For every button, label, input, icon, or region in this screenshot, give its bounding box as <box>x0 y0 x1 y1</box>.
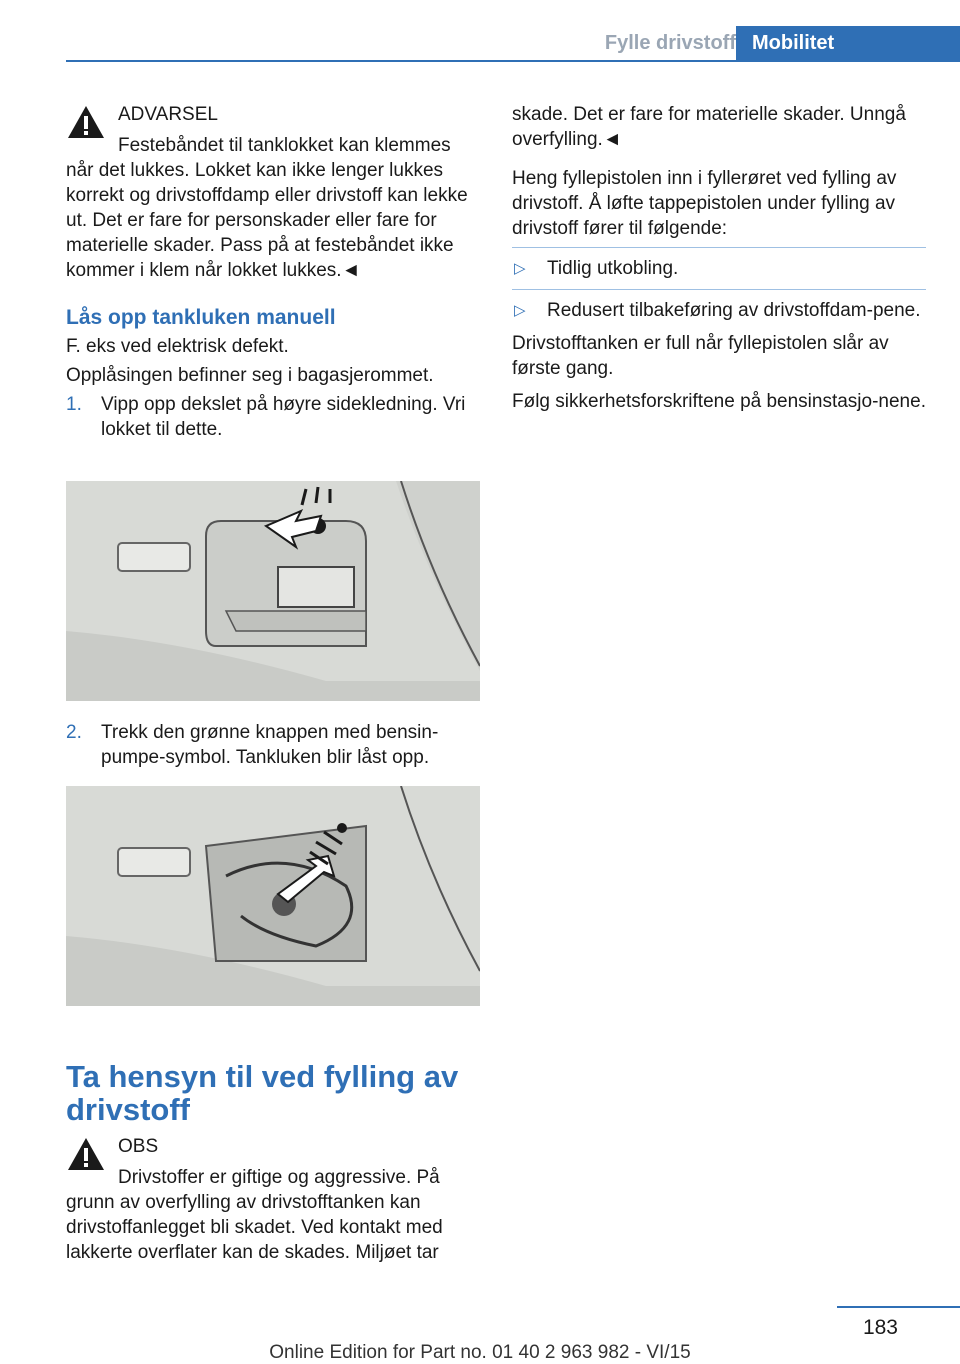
edition-text: Online Edition for Part no. 01 40 2 963 982 - VI/15 <box>269 1342 691 1363</box>
step-number: 1. <box>66 394 82 415</box>
warning-title: ADVARSEL <box>118 104 218 125</box>
list-divider <box>512 247 926 248</box>
section-heading: Ta hensyn til ved fylling av drivstoff <box>66 1059 459 1127</box>
section-subheading: Lås opp tankluken manuell <box>66 306 336 329</box>
header-rule <box>66 60 960 62</box>
fuel-release-illustration <box>66 786 480 1006</box>
trunk-illustration <box>66 481 480 701</box>
list-item <box>512 298 926 323</box>
step-number: 2. <box>66 722 82 743</box>
paragraph: Følg sikkerhetsforskriftene på bensinstasjo-nene. <box>512 391 926 412</box>
fuel-release-photo <box>66 786 480 1006</box>
step-text: Vipp opp dekslet på høyre sidekledning. Vri lokket til dette. <box>101 394 466 440</box>
left-column <box>66 102 480 450</box>
paragraph: Opplåsingen befinner seg i bagasjerommet. <box>66 365 434 386</box>
step-item <box>66 392 480 442</box>
warning-box <box>66 102 480 283</box>
notice-box <box>66 1134 480 1265</box>
chapter-tab[interactable]: Mobilitet <box>736 26 960 62</box>
paragraph: skade. Det er fare for materielle skader. Unngå overfylling.◄ <box>512 104 906 150</box>
left-column-lower <box>66 1060 480 1265</box>
page-number: 183 <box>862 1316 898 1339</box>
list-item <box>512 256 926 281</box>
left-column-step2 <box>66 720 480 778</box>
list-item-text: Tidlig utkobling. <box>547 258 679 279</box>
bullet-triangle-icon: ▷ <box>514 302 526 319</box>
paragraph: Drivstofftanken er full når fyllepistolen slår av første gang. <box>512 333 889 379</box>
trunk-panel-photo <box>66 481 480 701</box>
list-divider <box>512 289 926 290</box>
page-header <box>0 26 960 62</box>
notice-title: OBS <box>118 1136 159 1157</box>
warning-triangle-icon <box>66 104 106 140</box>
step-item <box>66 720 480 770</box>
warning-triangle-icon <box>66 1136 106 1172</box>
right-column <box>512 102 926 422</box>
bullet-triangle-icon: ▷ <box>514 260 526 277</box>
list-item-text: Redusert tilbakeføring av drivstoffdam-pene. <box>547 300 921 321</box>
step-text: Trekk den grønne knappen med bensin-pumpe-symbol. Tankluken blir låst opp. <box>101 722 439 768</box>
paragraph: Heng fyllepistolen inn i fyllerøret ved fylling av drivstoff. Å løfte tappepistolen under fylling av drivstoff fører til følgende: <box>512 168 897 239</box>
warning-text: Festebåndet til tanklokket kan klemmes når det lukkes. Lokket kan ikke lenger lukkes korrekt og drivstoffdamp eller drivstoff kan lekke ut. Det er fare for personskader eller fare for materielle skader. Pass på at festebåndet ikke kommer i klem når lokket lukkes.◄ <box>66 135 468 281</box>
footer-rule <box>837 1306 960 1308</box>
paragraph: F. eks ved elektrisk defekt. <box>66 336 289 357</box>
section-tab[interactable]: Fylle drivstoff <box>604 32 736 54</box>
notice-text: Drivstoffer er giftige og aggressive. På grunn av overfylling av drivstofftanken kan drivstoffanlegget bli skadet. Ved kontakt med lakkerte overflater kan de skades. Miljøet tar <box>66 1167 443 1263</box>
